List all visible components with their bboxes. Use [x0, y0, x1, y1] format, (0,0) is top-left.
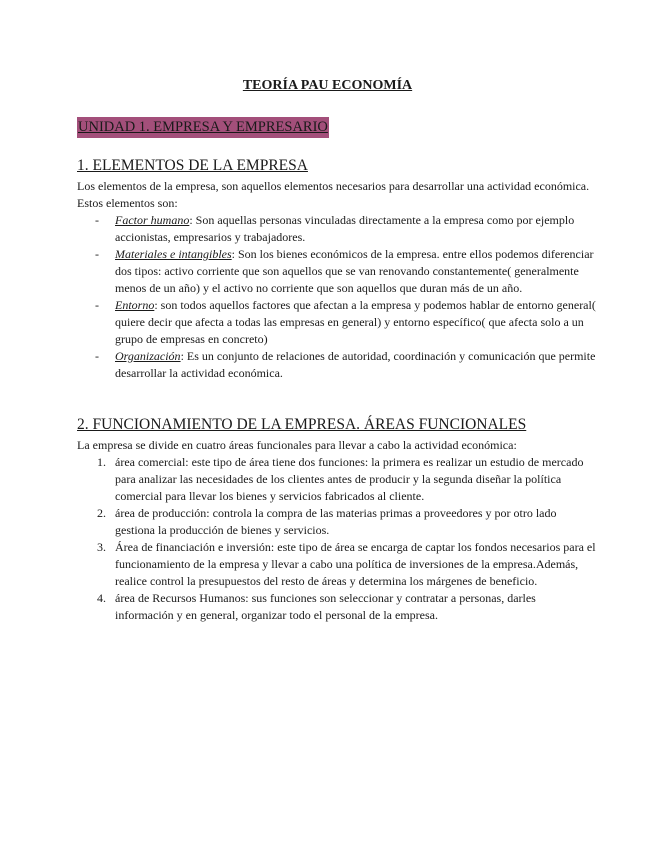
item-text: Área de financiación e inversión: este tipo de área se encarga de captar los fondos necesarios para el funcionamiento de la empresa y llevar a cabo una política de inversiones de la empresa.Además, realice control la presupuestos del resto de áreas y determina los márgenes de beneficio.	[115, 540, 596, 588]
list-item	[77, 539, 597, 590]
item-text: : son todos aquellos factores que afectan a la empresa y podemos hablar de entorno general( quiere decir que afecta a todas las empresas en general) y entorno específico( que afecta solo a un grupo de empresas en concreto)	[115, 298, 596, 346]
item-text: área de producción: controla la compra de las materias primas a proveedores y por otro lado gestiona la producción de bienes y servicios.	[115, 506, 557, 537]
item-text: : Son los bienes económicos de la empresa. entre ellos podemos diferenciar dos tipos: activo corriente que son aquellos que se van renovando constantemente( generalmente menos de un año) y el activo no corriente que son aquellos que duran más de un año.	[115, 247, 594, 295]
section-intro: Los elementos de la empresa, son aquellos elementos necesarios para desarrollar una actividad económica. Estos elementos son:	[77, 179, 590, 210]
dash-bullet: -	[95, 298, 99, 312]
document-title: TEORÍA PAU ECONOMÍA	[242, 78, 413, 93]
list-number: 4.	[97, 591, 106, 605]
item-text: : Es un conjunto de relaciones de autoridad, coordinación y comunicación que permite desarrollar la actividad económica.	[115, 349, 596, 380]
list-item	[77, 454, 597, 505]
section-heading: 1. ELEMENTOS DE LA EMPRESA	[77, 157, 308, 174]
list-item	[77, 212, 597, 246]
term-label: Materiales e intangibles	[115, 247, 232, 261]
section-heading: 2. FUNCIONAMIENTO DE LA EMPRESA. ÁREAS FUNCIONALES	[77, 416, 527, 433]
unit-heading: UNIDAD 1. EMPRESA Y EMPRESARIO	[77, 117, 329, 138]
term-label: Entorno	[115, 298, 155, 312]
term-label: Factor humano	[115, 213, 190, 227]
list-item	[77, 297, 597, 348]
list-item	[77, 590, 597, 624]
list-number: 3.	[97, 540, 106, 554]
dash-bullet: -	[95, 247, 99, 261]
list-number: 1.	[97, 455, 106, 469]
list-item	[77, 246, 597, 297]
term-label: Organización	[115, 349, 181, 363]
list-number: 2.	[97, 506, 106, 520]
list-item	[77, 505, 597, 539]
section-intro: La empresa se divide en cuatro áreas funcionales para llevar a cabo la actividad económica:	[77, 438, 517, 452]
item-text: área comercial: este tipo de área tiene dos funciones: la primera es realizar un estudio de mercado para analizar las necesidades de los clientes antes de producir y la segunda diseñar la política comercial para llevar los bienes y servicios fabricados al cliente.	[115, 455, 584, 503]
areas-list	[77, 454, 597, 624]
dash-bullet: -	[95, 213, 99, 227]
list-item	[77, 348, 597, 382]
section-elementos	[77, 156, 597, 382]
dash-bullet: -	[95, 349, 99, 363]
section-funcionamiento	[77, 415, 597, 624]
elements-list	[77, 212, 597, 382]
item-text: área de Recursos Humanos: sus funciones son seleccionar y contratar a personas, darles información y en general, organizar todo el personal de la empresa.	[115, 591, 536, 622]
item-text: : Son aquellas personas vinculadas directamente a la empresa como por ejemplo accionistas, empresarios y trabajadores.	[115, 213, 575, 244]
